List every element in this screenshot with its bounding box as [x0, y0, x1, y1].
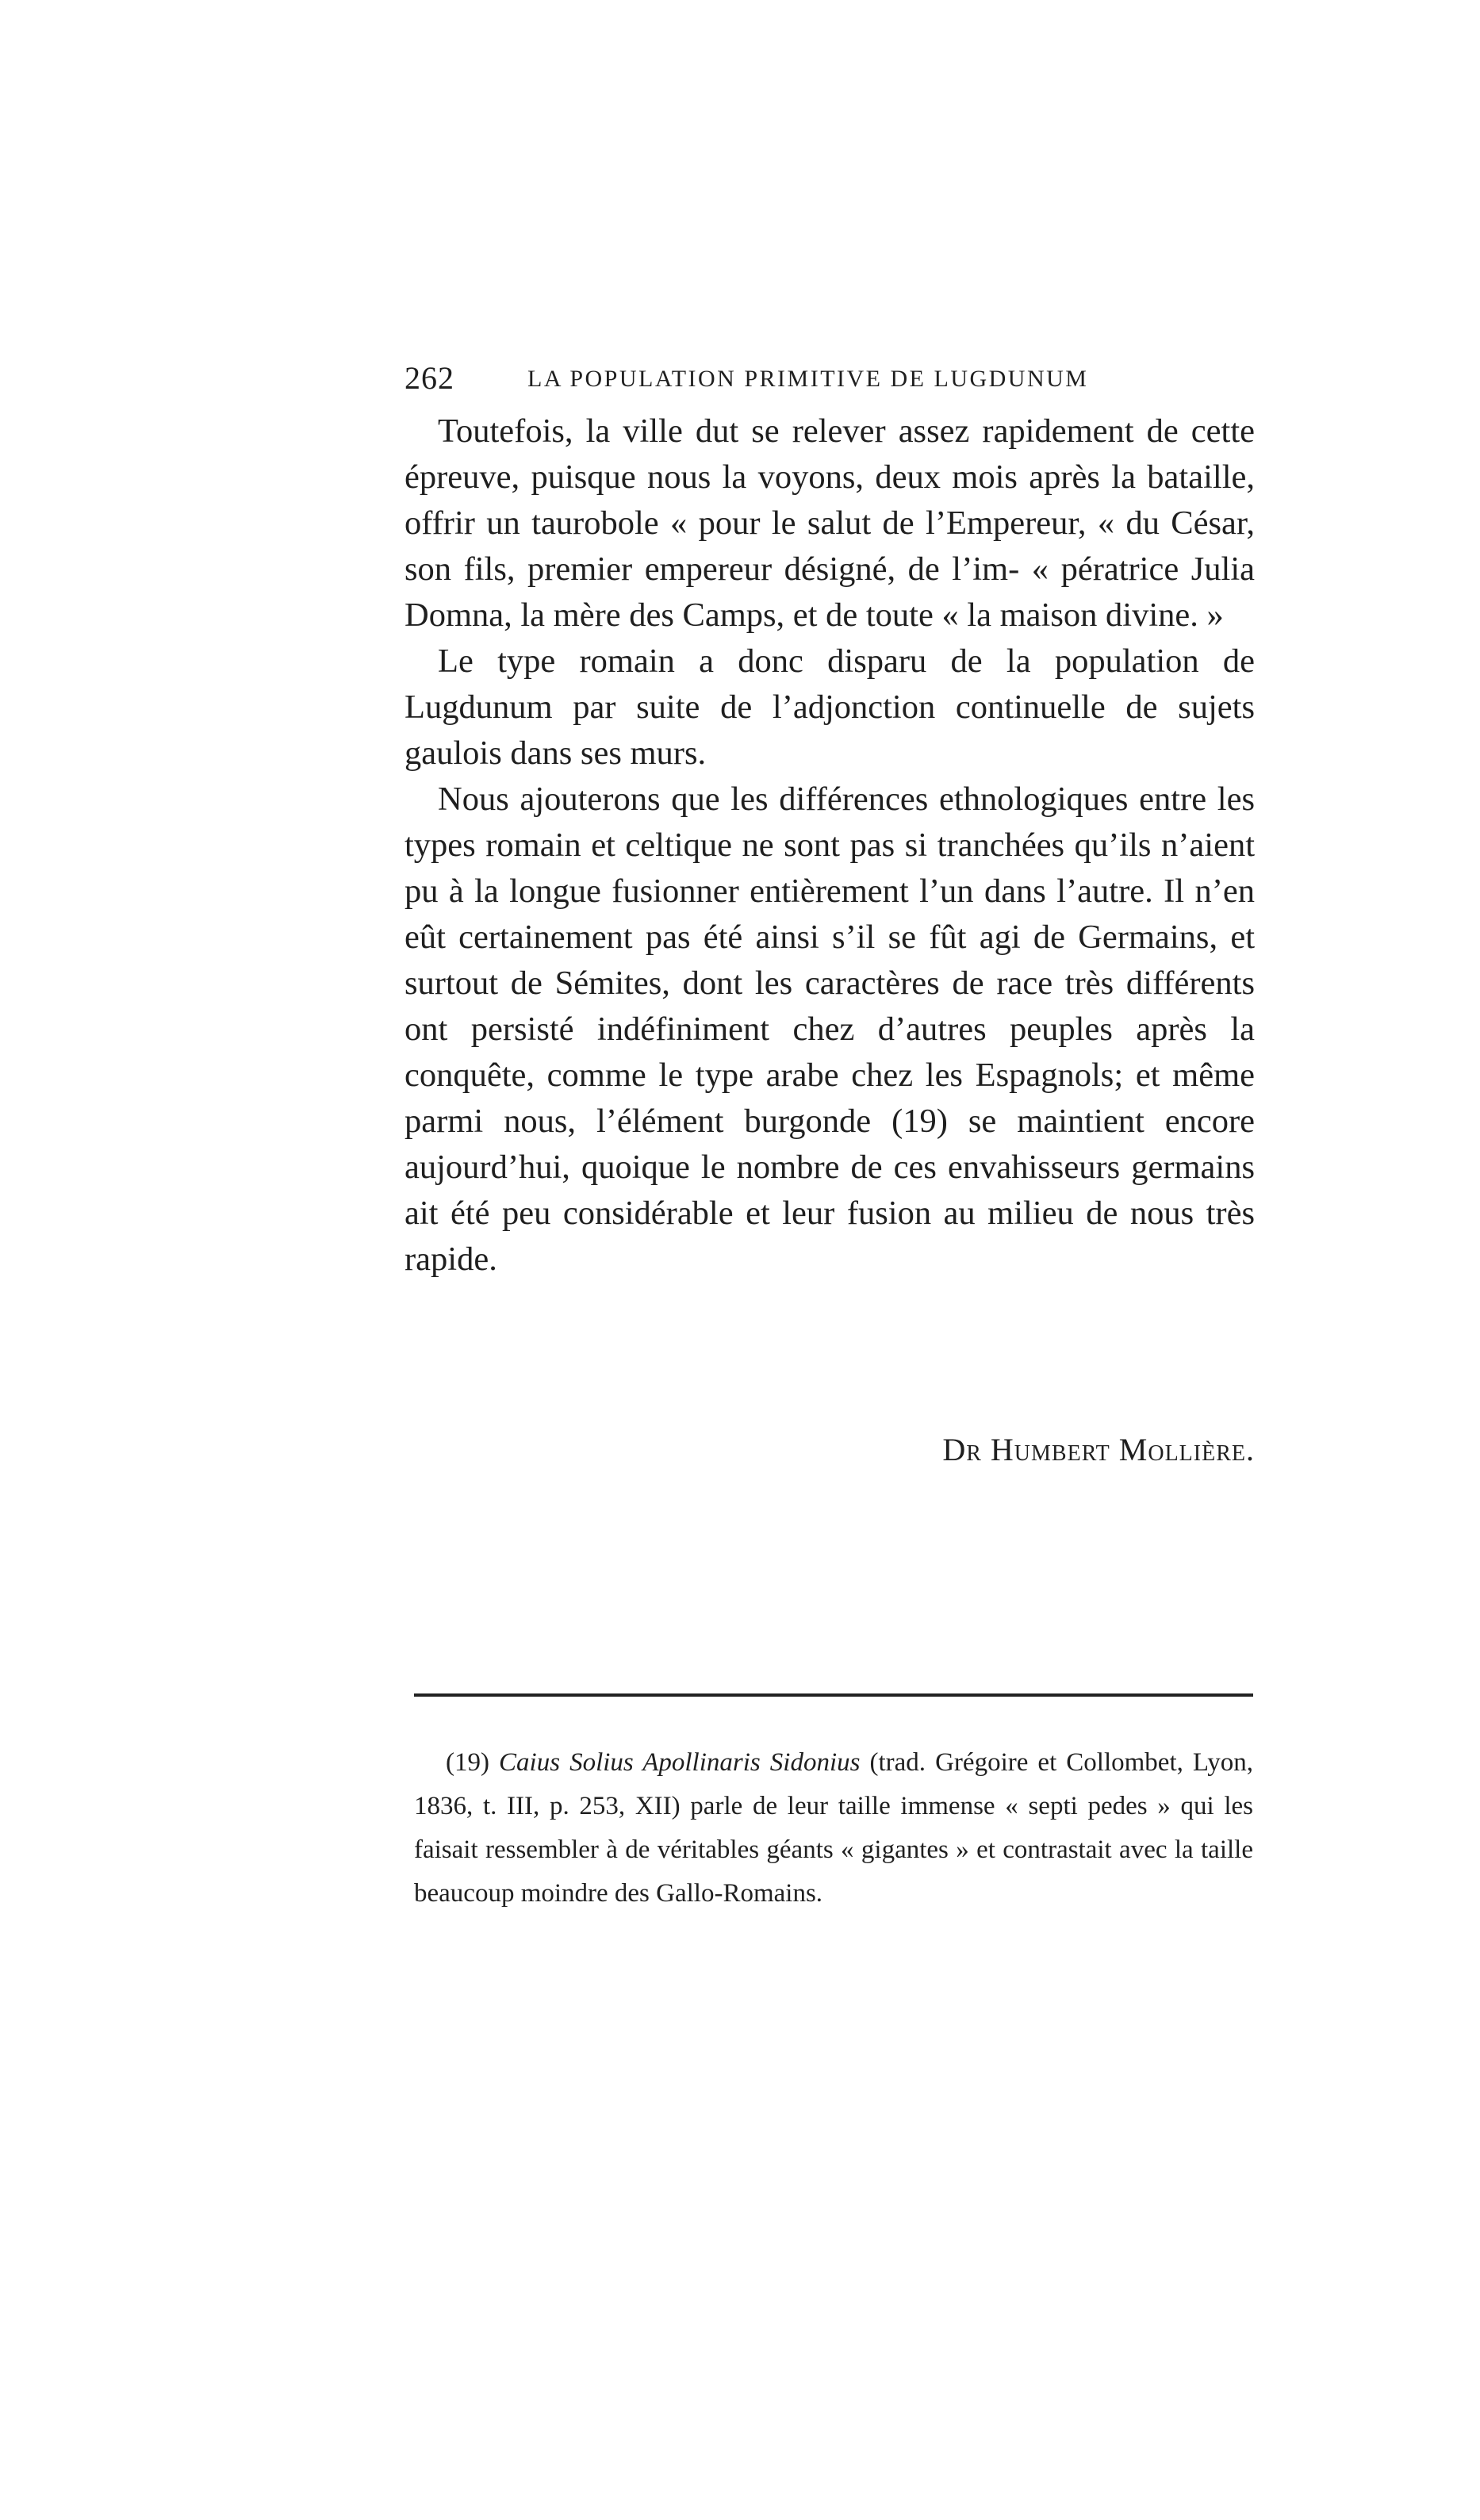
page-number: 262: [405, 360, 454, 396]
footnote-body: (trad. Grégoire et Collombet, Lyon, 1836, t. III, p. 253, XII) parle de leur taille immense « septi pedes » qui les faisait ressembler à de véritables géants « gigantes » et contrastait avec la taille beaucoup moindre des Gallo-Romains.: [414, 1748, 1253, 1908]
footnote-divider: [414, 1693, 1253, 1697]
paragraph-3: Nous ajouterons que les différences ethnologiques entre les types romain et celtique ne sont pas si tranchées qu’ils n’aient pu à la longue fusionner entièrement l’un dans l’autre. Il n’en eût certainement pas été ainsi s’il se fût agi de Germains, et surtout de Sémites, dont les caractères de race très différents ont persisté indéfiniment chez d’autres peuples après la conquête, comme le type arabe chez les Espagnols; et même parmi nous, l’élément burgonde (19) se maintient encore aujourd’hui, quoique le nombre de ces envahisseurs germains ait été peu considérable et leur fusion au milieu de nous très rapide.: [405, 781, 1255, 1278]
paragraph-2: Le type romain a donc disparu de la population de Lugdunum par suite de l’adjonction continuelle de sujets gaulois dans ses murs.: [405, 642, 1255, 772]
paragraph-1: Toutefois, la ville dut se relever assez rapidement de cette épreuve, puisque nous la voyons, deux mois après la bataille, offrir un taurobole « pour le salut de l’Empereur, « du César, son fils, premier empereur désigné, de l’im- « pératrice Julia Domna, la mère des Camps, et de toute « la maison divine. »: [405, 412, 1255, 634]
body-text: [405, 408, 1255, 1283]
footnote: [414, 1741, 1253, 1916]
running-head: [405, 359, 1261, 398]
footnote-paragraph: [414, 1741, 1253, 1916]
footnote-marker: (19): [446, 1748, 489, 1777]
author-signature: Dr Humbert Mollière.: [942, 1432, 1255, 1467]
running-title: LA POPULATION PRIMITIVE DE LUGDUNUM: [527, 366, 1089, 392]
footnote-cited-author: Caius Solius Apollinaris Sidonius: [499, 1748, 861, 1777]
